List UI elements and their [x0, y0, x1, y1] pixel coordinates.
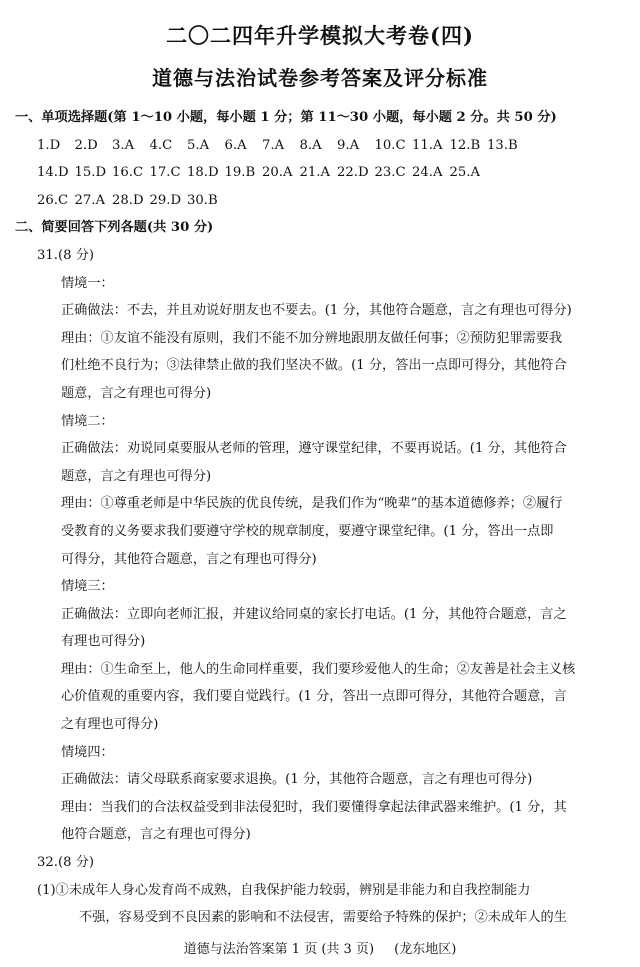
answer-item: 29.D [149, 192, 182, 208]
section1-heading: 一、单项选择题(第 1～10 小题，每小题 1 分；第 11～30 小题，每小题 2 分。共 50 分) [15, 110, 557, 125]
answer-item: 6.A [224, 137, 247, 153]
scenario2-title: 情境二： [61, 413, 114, 429]
section2-heading: 二、简要回答下列各题(共 30 分) [15, 220, 214, 236]
scenario1-reason-line3: 题意，言之有理也可得分) [61, 385, 212, 401]
q32-label: 32.(8 分) [37, 855, 95, 871]
scenario2-correct-action-line2: 题意，言之有理也可得分) [61, 468, 212, 484]
answer-item: 12.B [449, 137, 481, 153]
scenario3-reason-line2: 心价值观的重要内容，我们要自觉践行。(1 分，答出一点即可得分，其他符合题意，言 [61, 689, 567, 705]
scenario3-correct-action-line1: 正确做法：立即向老师汇报，并建议给同桌的家长打电话。(1 分，其他符合题意，言之 [61, 606, 567, 622]
answer-item: 15.D [74, 165, 107, 181]
q32-part1-line1: (1)①未成年人身心发育尚不成熟，自我保护能力较弱，辨别是非能力和自我控制能力 [37, 882, 531, 898]
answer-item: 26.C [37, 192, 69, 208]
answer-item: 30.B [187, 192, 218, 208]
scenario3-correct-action-line2: 有理也可得分) [61, 634, 146, 650]
answer-item: 1.D [37, 137, 61, 153]
answer-item: 11.A [412, 137, 443, 153]
answer-item: 5.A [187, 137, 210, 153]
answer-item: 7.A [262, 137, 285, 153]
scenario4-reason-line2: 他符合题意，言之有理也可得分) [61, 827, 251, 843]
answer-item: 20.A [262, 165, 293, 181]
scenario3-reason-line1: 理由：①生命至上，他人的生命同样重要，我们要珍爱他人的生命；②友善是社会主义核 [61, 661, 576, 677]
answer-item: 18.D [187, 165, 219, 181]
answers-row-3 [15, 187, 627, 215]
answer-item: 25.A [449, 165, 480, 181]
footer-page-number: 道德与法治答案第 1 页 (共 3 页) [183, 942, 375, 957]
answer-item: 19.B [224, 165, 256, 181]
q31-label: 31.(8 分) [37, 247, 95, 263]
answer-item: 21.A [299, 165, 330, 181]
answer-item: 10.C [374, 137, 406, 153]
answer-item: 24.A [412, 165, 443, 181]
scenario1-correct-action: 正确做法：不去，并且劝说好朋友也不要去。(1 分，其他符合题意，言之有理也可得分) [61, 303, 572, 319]
answer-item: 9.A [337, 137, 360, 153]
scenario4-title: 情境四： [61, 744, 114, 760]
footer-region: (龙东地区) [394, 942, 457, 957]
answers-row-2 [15, 159, 627, 187]
scenario3-title: 情境三： [61, 579, 114, 595]
scenario2-correct-action-line1: 正确做法：劝说同桌要服从老师的管理，遵守课堂纪律，不要再说话。(1 分，其他符合 [61, 441, 567, 457]
answer-item: 28.D [112, 192, 144, 208]
answer-item: 17.C [149, 165, 181, 181]
scenario1-reason-line1: 理由：①友谊不能没有原则，我们不能不加分辨地跟朋友做任何事；②预防犯罪需要我 [61, 330, 563, 346]
exam-title: 二〇二四年升学模拟大考卷(四) [166, 23, 474, 48]
answer-item: 13.B [487, 137, 518, 153]
answer-item: 22.D [337, 165, 369, 181]
answer-content [15, 104, 627, 932]
scenario3-reason-line3: 之有理也可得分) [61, 717, 159, 733]
answers-row-1 [15, 132, 627, 160]
scenario2-reason-line1: 理由：①尊重老师是中华民族的优良传统，是我们作为“晚辈”的基本道德修养；②履行 [61, 496, 563, 512]
answer-item: 16.C [112, 165, 144, 181]
answer-item: 23.C [374, 165, 406, 181]
answer-item: 8.A [299, 137, 322, 153]
answer-item: 14.D [37, 165, 69, 181]
q32-part1-line2: 不强，容易受到不良因素的影响和不法侵害，需要给予特殊的保护；②未成年人的生 [79, 910, 567, 926]
scenario4-reason-line1: 理由：当我们的合法权益受到非法侵犯时，我们要懂得拿起法律武器来维护。(1 分，其 [61, 799, 567, 815]
scenario2-reason-line2: 受教育的义务要求我们要遵守学校的规章制度，要遵守课堂纪律。(1 分，答出一点即 [61, 523, 554, 539]
scenario1-reason-line2: 们杜绝不良行为；③法律禁止做的我们坚决不做。(1 分，答出一点即可得分，其他符合 [61, 358, 567, 374]
answer-item: 27.A [74, 192, 105, 208]
page-footer [0, 938, 640, 957]
scenario4-correct-action: 正确做法：请父母联系商家要求退换。(1 分，其他符合题意，言之有理也可得分) [61, 772, 533, 788]
scenario1-title: 情境一： [61, 275, 114, 291]
exam-subtitle: 道德与法治试卷参考答案及评分标准 [152, 66, 488, 90]
scenario2-reason-line3: 可得分，其他符合题意，言之有理也可得分) [61, 551, 317, 567]
answer-item: 4.C [149, 137, 173, 153]
answer-item: 3.A [112, 137, 135, 153]
answer-item: 2.D [74, 137, 98, 153]
